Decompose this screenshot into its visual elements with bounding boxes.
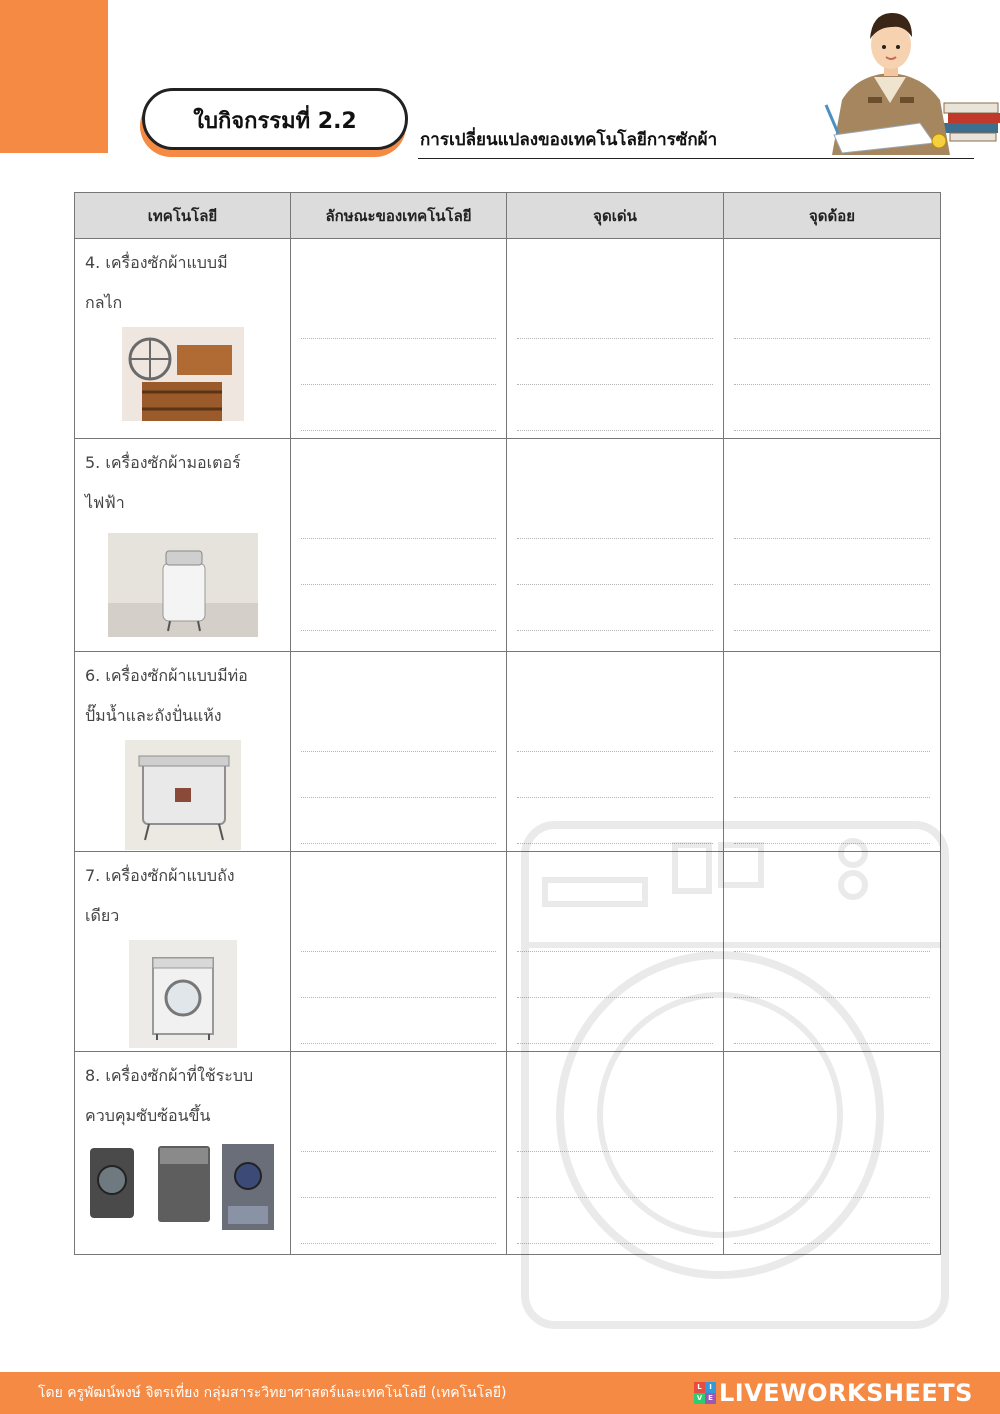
strengths-cell[interactable] [507,1052,724,1255]
technology-name-line2: กลไก [85,293,123,312]
technology-name [75,239,290,323]
technology-cell [75,1052,291,1255]
weaknesses-cell[interactable] [724,239,941,439]
corner-accent [0,0,108,153]
footer-credit: โดย ครูพัฒน์พงษ์ จิตรเที่ยง กลุ่มสาระวิทยาศาสตร์และเทคโนโลยี (เทคโนโลยี) [38,1385,507,1401]
liveworksheets-logo[interactable] [694,1378,973,1408]
activity-title: ใบกิจกรรมที่ 2.2 [193,109,357,134]
subtitle-underline [418,158,974,159]
pump-spin-dryer-washer-image [125,740,241,850]
table-header-row [75,193,941,239]
worksheet-table [74,192,941,1255]
technology-name-line2: ปั๊มน้ำและถังปั่นแห้ง [85,706,222,725]
technology-name-line2: ควบคุมซับซ้อนขึ้น [85,1106,211,1125]
weaknesses-cell[interactable] [724,652,941,852]
characteristics-cell[interactable] [291,1052,507,1255]
technology-name-line1: 8. เครื่องซักผ้าที่ใช้ระบบ [85,1066,254,1085]
activity-subtitle: การเปลี่ยนแปลงของเทคโนโลยีการซักผ้า [420,130,718,150]
technology-name [75,439,290,523]
strengths-cell[interactable] [507,652,724,852]
technology-name [75,652,290,736]
technology-name [75,1052,290,1136]
weaknesses-cell[interactable] [724,852,941,1052]
single-tub-washer-image [129,940,237,1048]
characteristics-cell[interactable] [291,439,507,652]
badge-letter: L [694,1382,705,1393]
teacher-illustration [812,5,1000,155]
header-weaknesses: จุดด้อย [724,193,941,239]
technology-name-line1: 4. เครื่องซักผ้าแบบมี [85,253,228,272]
technology-name-line1: 5. เครื่องซักผ้ามอเตอร์ [85,453,241,472]
hand-crank-washing-machine-image [122,327,244,421]
technology-cell [75,652,291,852]
liveworksheets-badge-icon [694,1382,716,1404]
badge-letter: V [694,1393,705,1404]
technology-cell [75,239,291,439]
header-characteristics: ลักษณะของเทคโนโลยี [291,193,507,239]
technology-name [75,852,290,936]
modern-washers-image [90,1142,276,1238]
strengths-cell[interactable] [507,439,724,652]
characteristics-cell[interactable] [291,652,507,852]
technology-name-line1: 6. เครื่องซักผ้าแบบมีท่อ [85,666,248,685]
electric-motor-washer-image [108,533,258,637]
weaknesses-cell[interactable] [724,439,941,652]
liveworksheets-logo-text: LIVEWORKSHEETS [719,1379,973,1407]
table-row [75,239,941,439]
table-row [75,439,941,652]
badge-letter: E [705,1393,716,1404]
badge-letter: I [705,1382,716,1393]
weaknesses-cell[interactable] [724,1052,941,1255]
technology-cell [75,439,291,652]
table-row [75,1052,941,1255]
table-row [75,652,941,852]
header-strengths: จุดเด่น [507,193,724,239]
strengths-cell[interactable] [507,239,724,439]
table-row [75,852,941,1052]
footer-bar [0,1372,1000,1414]
technology-name-line2: เดียว [85,906,120,925]
strengths-cell[interactable] [507,852,724,1052]
technology-name-line2: ไฟฟ้า [85,493,125,512]
activity-title-badge [142,88,408,150]
characteristics-cell[interactable] [291,239,507,439]
technology-cell [75,852,291,1052]
characteristics-cell[interactable] [291,852,507,1052]
technology-name-line1: 7. เครื่องซักผ้าแบบถัง [85,866,235,885]
header-technology: เทคโนโลยี [75,193,291,239]
